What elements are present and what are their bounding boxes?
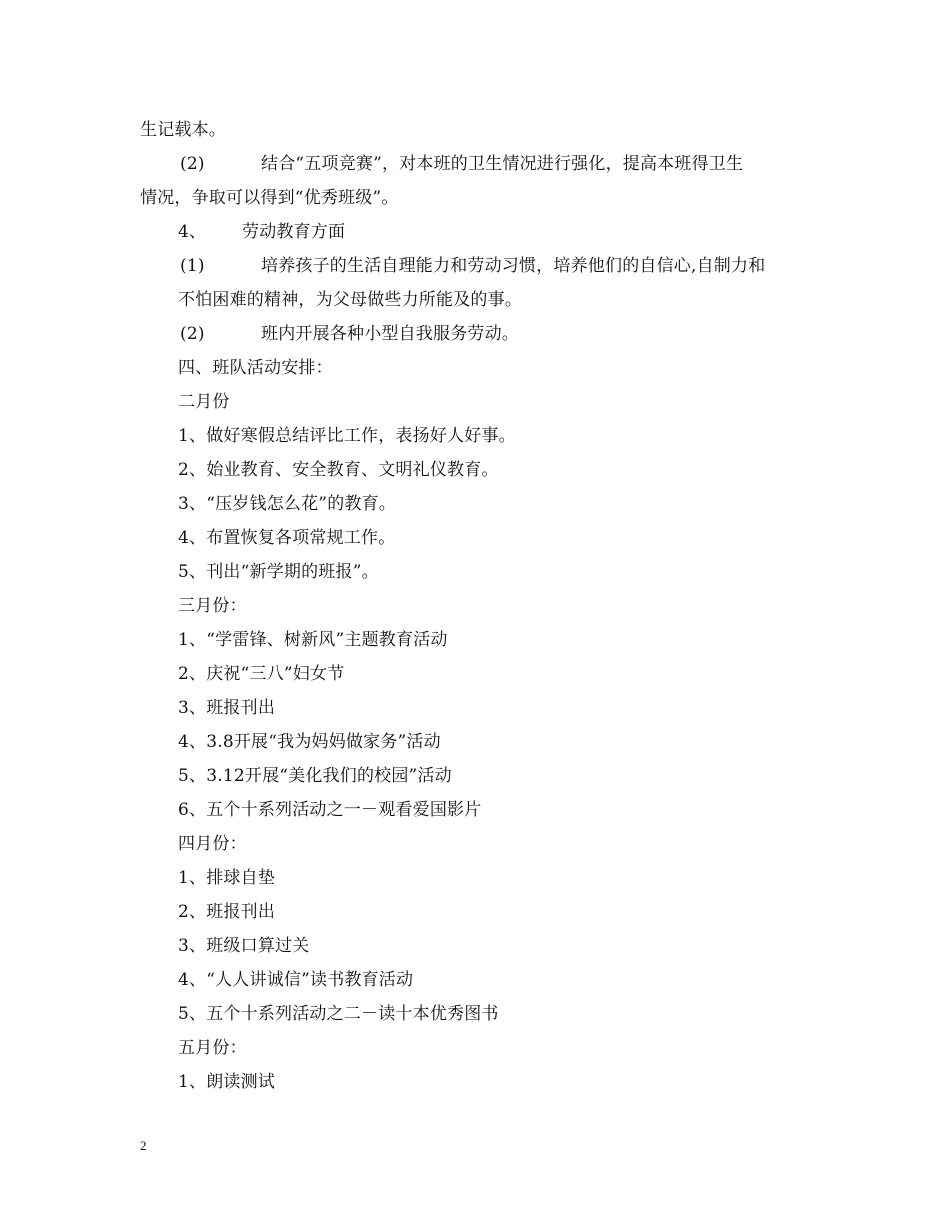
- month-heading: 三月份：: [178, 596, 247, 616]
- list-item: 4、布置恢复各项常规工作。: [178, 528, 396, 548]
- list-item: 3、班级口算过关: [178, 936, 310, 956]
- list-marker: (2): [180, 154, 205, 174]
- list-item: 5、刊出“新学期的班报”。: [178, 562, 379, 582]
- list-item: 3、“压岁钱怎么花”的教育。: [178, 494, 396, 514]
- section-heading: 四、班队活动安排：: [178, 358, 333, 378]
- text-line: 结合“五项竞赛”，对本班的卫生情况进行强化，提高本班得卫生: [261, 154, 744, 174]
- month-heading: 二月份: [178, 392, 230, 412]
- list-item: 1、排球自垫: [178, 868, 276, 888]
- list-item: 2、班报刊出: [178, 902, 276, 922]
- text-line: 班内开展各种小型自我服务劳动。: [261, 324, 519, 344]
- list-item: 4、“人人讲诚信”读书教育活动: [178, 970, 414, 990]
- list-marker: (2): [180, 324, 205, 344]
- list-item: 1、朗读测试: [178, 1072, 276, 1092]
- text-line: 不怕困难的精神，为父母做些力所能及的事。: [178, 290, 522, 310]
- section-marker: 4、: [178, 222, 207, 242]
- text-line: 情况，争取可以得到“优秀班级”。: [140, 188, 399, 208]
- list-marker: (1): [180, 256, 205, 276]
- list-item: 2、始业教育、安全教育、文明礼仪教育。: [178, 460, 499, 480]
- section-heading: 劳动教育方面: [242, 222, 346, 242]
- list-item: 5、五个十系列活动之二－读十本优秀图书: [178, 1004, 499, 1024]
- text-line: 培养孩子的生活自理能力和劳动习惯，培养他们的自信心,自制力和: [261, 256, 766, 276]
- list-item: 2、庆祝“三八”妇女节: [178, 664, 345, 684]
- list-item: 1、“学雷锋、树新风”主题教育活动: [178, 630, 448, 650]
- list-item: 1、做好寒假总结评比工作，表扬好人好事。: [178, 426, 516, 446]
- list-item: 3、班报刊出: [178, 698, 276, 718]
- list-item: 4、3.8开展“我为妈妈做家务”活动: [178, 732, 441, 752]
- list-item: 5、3.12开展“美化我们的校园”活动: [178, 766, 452, 786]
- month-heading: 四月份：: [178, 834, 247, 854]
- text-line: 生记载本。: [140, 120, 226, 140]
- month-heading: 五月份：: [178, 1038, 247, 1058]
- page-number: 2: [140, 1138, 147, 1153]
- list-item: 6、五个十系列活动之一－观看爱国影片: [178, 800, 482, 820]
